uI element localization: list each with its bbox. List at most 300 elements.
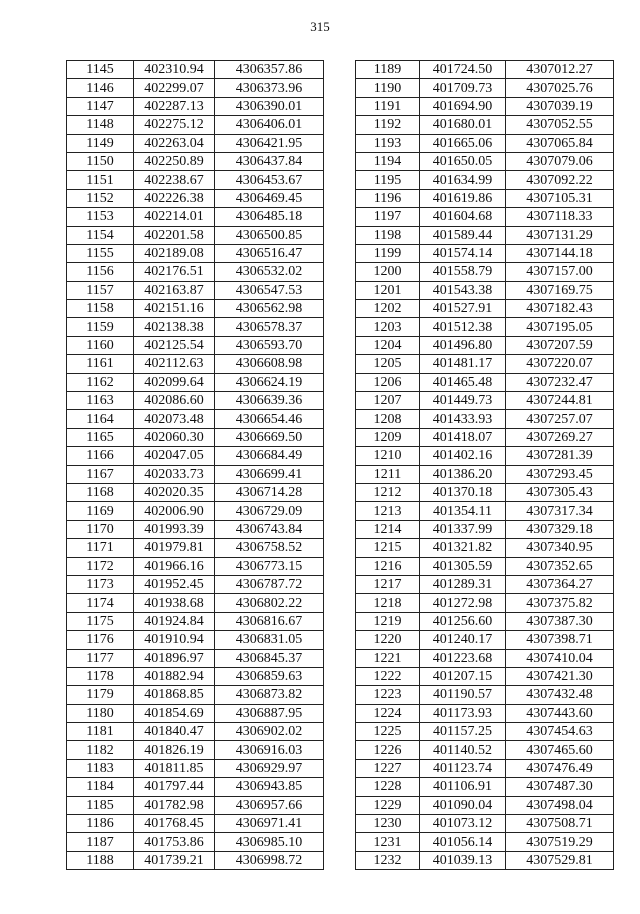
point-number-cell: 1163 bbox=[67, 392, 134, 410]
table-row bbox=[67, 704, 324, 722]
y-coordinate-cell: 4306547.53 bbox=[215, 281, 324, 299]
table-row bbox=[67, 61, 324, 79]
table-row bbox=[356, 410, 614, 428]
y-coordinate-cell: 4306669.50 bbox=[215, 428, 324, 446]
x-coordinate-cell: 401768.45 bbox=[134, 815, 215, 833]
point-number-cell: 1187 bbox=[67, 833, 134, 851]
point-number-cell: 1198 bbox=[356, 226, 420, 244]
table-row bbox=[356, 778, 614, 796]
y-coordinate-cell: 4307039.19 bbox=[506, 97, 614, 115]
table-row bbox=[356, 575, 614, 593]
point-number-cell: 1200 bbox=[356, 263, 420, 281]
x-coordinate-cell: 401449.73 bbox=[420, 392, 506, 410]
table-row bbox=[67, 355, 324, 373]
point-number-cell: 1204 bbox=[356, 336, 420, 354]
x-coordinate-cell: 401039.13 bbox=[420, 851, 506, 869]
table-row bbox=[67, 208, 324, 226]
table-row bbox=[67, 594, 324, 612]
point-number-cell: 1159 bbox=[67, 318, 134, 336]
y-coordinate-cell: 4306929.97 bbox=[215, 759, 324, 777]
point-number-cell: 1150 bbox=[67, 152, 134, 170]
point-number-cell: 1183 bbox=[67, 759, 134, 777]
table-row bbox=[356, 796, 614, 814]
y-coordinate-cell: 4306684.49 bbox=[215, 447, 324, 465]
x-coordinate-cell: 401418.07 bbox=[420, 428, 506, 446]
point-number-cell: 1216 bbox=[356, 557, 420, 575]
point-number-cell: 1153 bbox=[67, 208, 134, 226]
x-coordinate-cell: 401140.52 bbox=[420, 741, 506, 759]
point-number-cell: 1179 bbox=[67, 686, 134, 704]
x-coordinate-cell: 402176.51 bbox=[134, 263, 215, 281]
y-coordinate-cell: 4307131.29 bbox=[506, 226, 614, 244]
table-row bbox=[67, 575, 324, 593]
point-number-cell: 1148 bbox=[67, 116, 134, 134]
y-coordinate-cell: 4306773.15 bbox=[215, 557, 324, 575]
table-row bbox=[67, 171, 324, 189]
point-number-cell: 1213 bbox=[356, 502, 420, 520]
y-coordinate-cell: 4307410.04 bbox=[506, 649, 614, 667]
point-number-cell: 1172 bbox=[67, 557, 134, 575]
x-coordinate-cell: 401481.17 bbox=[420, 355, 506, 373]
table-row bbox=[356, 116, 614, 134]
x-coordinate-cell: 401433.93 bbox=[420, 410, 506, 428]
x-coordinate-cell: 402020.35 bbox=[134, 483, 215, 501]
table-row bbox=[67, 483, 324, 501]
table-row bbox=[356, 667, 614, 685]
y-coordinate-cell: 4307025.76 bbox=[506, 79, 614, 97]
x-coordinate-cell: 401305.59 bbox=[420, 557, 506, 575]
table-row bbox=[67, 134, 324, 152]
x-coordinate-cell: 402060.30 bbox=[134, 428, 215, 446]
y-coordinate-cell: 4307465.60 bbox=[506, 741, 614, 759]
x-coordinate-cell: 402299.07 bbox=[134, 79, 215, 97]
table-row bbox=[356, 447, 614, 465]
point-number-cell: 1203 bbox=[356, 318, 420, 336]
x-coordinate-cell: 401938.68 bbox=[134, 594, 215, 612]
point-number-cell: 1171 bbox=[67, 539, 134, 557]
table-row bbox=[67, 723, 324, 741]
x-coordinate-cell: 401854.69 bbox=[134, 704, 215, 722]
point-number-cell: 1202 bbox=[356, 300, 420, 318]
point-number-cell: 1167 bbox=[67, 465, 134, 483]
table-row bbox=[67, 631, 324, 649]
point-number-cell: 1207 bbox=[356, 392, 420, 410]
x-coordinate-cell: 401321.82 bbox=[420, 539, 506, 557]
point-number-cell: 1215 bbox=[356, 539, 420, 557]
y-coordinate-cell: 4307443.60 bbox=[506, 704, 614, 722]
x-coordinate-cell: 401056.14 bbox=[420, 833, 506, 851]
x-coordinate-cell: 401106.91 bbox=[420, 778, 506, 796]
x-coordinate-cell: 401090.04 bbox=[420, 796, 506, 814]
x-coordinate-cell: 402125.54 bbox=[134, 336, 215, 354]
table-row bbox=[356, 189, 614, 207]
table-row bbox=[356, 759, 614, 777]
y-coordinate-cell: 4307220.07 bbox=[506, 355, 614, 373]
coordinates-table-right bbox=[355, 60, 614, 870]
point-number-cell: 1173 bbox=[67, 575, 134, 593]
x-coordinate-cell: 401512.38 bbox=[420, 318, 506, 336]
table-row bbox=[356, 631, 614, 649]
x-coordinate-cell: 401680.01 bbox=[420, 116, 506, 134]
table-row bbox=[67, 539, 324, 557]
table-row bbox=[356, 833, 614, 851]
y-coordinate-cell: 4307317.34 bbox=[506, 502, 614, 520]
x-coordinate-cell: 402263.04 bbox=[134, 134, 215, 152]
y-coordinate-cell: 4307329.18 bbox=[506, 520, 614, 538]
x-coordinate-cell: 401650.05 bbox=[420, 152, 506, 170]
y-coordinate-cell: 4307487.30 bbox=[506, 778, 614, 796]
table-row bbox=[67, 244, 324, 262]
point-number-cell: 1196 bbox=[356, 189, 420, 207]
table-row bbox=[67, 373, 324, 391]
y-coordinate-cell: 4306562.98 bbox=[215, 300, 324, 318]
point-number-cell: 1212 bbox=[356, 483, 420, 501]
x-coordinate-cell: 401634.99 bbox=[420, 171, 506, 189]
point-number-cell: 1176 bbox=[67, 631, 134, 649]
y-coordinate-cell: 4306985.10 bbox=[215, 833, 324, 851]
y-coordinate-cell: 4306943.85 bbox=[215, 778, 324, 796]
x-coordinate-cell: 401574.14 bbox=[420, 244, 506, 262]
point-number-cell: 1228 bbox=[356, 778, 420, 796]
y-coordinate-cell: 4306902.02 bbox=[215, 723, 324, 741]
point-number-cell: 1182 bbox=[67, 741, 134, 759]
y-coordinate-cell: 4307092.22 bbox=[506, 171, 614, 189]
point-number-cell: 1154 bbox=[67, 226, 134, 244]
point-number-cell: 1206 bbox=[356, 373, 420, 391]
table-row bbox=[67, 796, 324, 814]
point-number-cell: 1181 bbox=[67, 723, 134, 741]
point-number-cell: 1209 bbox=[356, 428, 420, 446]
x-coordinate-cell: 401256.60 bbox=[420, 612, 506, 630]
table-row bbox=[67, 410, 324, 428]
x-coordinate-cell: 402006.90 bbox=[134, 502, 215, 520]
x-coordinate-cell: 401709.73 bbox=[420, 79, 506, 97]
x-coordinate-cell: 401240.17 bbox=[420, 631, 506, 649]
x-coordinate-cell: 401840.47 bbox=[134, 723, 215, 741]
point-number-cell: 1149 bbox=[67, 134, 134, 152]
x-coordinate-cell: 401402.16 bbox=[420, 447, 506, 465]
table-row bbox=[356, 483, 614, 501]
y-coordinate-cell: 4306500.85 bbox=[215, 226, 324, 244]
y-coordinate-cell: 4307476.49 bbox=[506, 759, 614, 777]
x-coordinate-cell: 401811.85 bbox=[134, 759, 215, 777]
point-number-cell: 1158 bbox=[67, 300, 134, 318]
table-row bbox=[356, 649, 614, 667]
point-number-cell: 1170 bbox=[67, 520, 134, 538]
point-number-cell: 1165 bbox=[67, 428, 134, 446]
y-coordinate-cell: 4307305.43 bbox=[506, 483, 614, 501]
y-coordinate-cell: 4307519.29 bbox=[506, 833, 614, 851]
point-number-cell: 1226 bbox=[356, 741, 420, 759]
y-coordinate-cell: 4306469.45 bbox=[215, 189, 324, 207]
table-row bbox=[67, 815, 324, 833]
table-row bbox=[356, 704, 614, 722]
coordinates-table-left bbox=[66, 60, 324, 870]
y-coordinate-cell: 4306729.09 bbox=[215, 502, 324, 520]
x-coordinate-cell: 401753.86 bbox=[134, 833, 215, 851]
y-coordinate-cell: 4307244.81 bbox=[506, 392, 614, 410]
point-number-cell: 1231 bbox=[356, 833, 420, 851]
y-coordinate-cell: 4306714.28 bbox=[215, 483, 324, 501]
x-coordinate-cell: 402086.60 bbox=[134, 392, 215, 410]
y-coordinate-cell: 4306532.02 bbox=[215, 263, 324, 281]
x-coordinate-cell: 401223.68 bbox=[420, 649, 506, 667]
y-coordinate-cell: 4307182.43 bbox=[506, 300, 614, 318]
point-number-cell: 1177 bbox=[67, 649, 134, 667]
y-coordinate-cell: 4306578.37 bbox=[215, 318, 324, 336]
table-row bbox=[356, 373, 614, 391]
x-coordinate-cell: 401952.45 bbox=[134, 575, 215, 593]
table-row bbox=[356, 318, 614, 336]
y-coordinate-cell: 4306390.01 bbox=[215, 97, 324, 115]
table-row bbox=[356, 815, 614, 833]
point-number-cell: 1199 bbox=[356, 244, 420, 262]
table-row bbox=[67, 189, 324, 207]
x-coordinate-cell: 401207.15 bbox=[420, 667, 506, 685]
x-coordinate-cell: 401882.94 bbox=[134, 667, 215, 685]
point-number-cell: 1145 bbox=[67, 61, 134, 79]
x-coordinate-cell: 402112.63 bbox=[134, 355, 215, 373]
point-number-cell: 1180 bbox=[67, 704, 134, 722]
y-coordinate-cell: 4307105.31 bbox=[506, 189, 614, 207]
table-row bbox=[356, 208, 614, 226]
y-coordinate-cell: 4306758.52 bbox=[215, 539, 324, 557]
table-row bbox=[67, 263, 324, 281]
x-coordinate-cell: 401782.98 bbox=[134, 796, 215, 814]
x-coordinate-cell: 401604.68 bbox=[420, 208, 506, 226]
y-coordinate-cell: 4307352.65 bbox=[506, 557, 614, 575]
table-row bbox=[67, 336, 324, 354]
y-coordinate-cell: 4306845.37 bbox=[215, 649, 324, 667]
y-coordinate-cell: 4307232.47 bbox=[506, 373, 614, 391]
y-coordinate-cell: 4307529.81 bbox=[506, 851, 614, 869]
x-coordinate-cell: 401896.97 bbox=[134, 649, 215, 667]
y-coordinate-cell: 4306887.95 bbox=[215, 704, 324, 722]
point-number-cell: 1156 bbox=[67, 263, 134, 281]
point-number-cell: 1201 bbox=[356, 281, 420, 299]
x-coordinate-cell: 402138.38 bbox=[134, 318, 215, 336]
y-coordinate-cell: 4306873.82 bbox=[215, 686, 324, 704]
table-row bbox=[356, 502, 614, 520]
table-row bbox=[356, 97, 614, 115]
y-coordinate-cell: 4306516.47 bbox=[215, 244, 324, 262]
point-number-cell: 1185 bbox=[67, 796, 134, 814]
table-row bbox=[67, 502, 324, 520]
x-coordinate-cell: 402099.64 bbox=[134, 373, 215, 391]
table-row bbox=[67, 667, 324, 685]
y-coordinate-cell: 4306831.05 bbox=[215, 631, 324, 649]
point-number-cell: 1210 bbox=[356, 447, 420, 465]
table-row bbox=[67, 557, 324, 575]
point-number-cell: 1166 bbox=[67, 447, 134, 465]
point-number-cell: 1229 bbox=[356, 796, 420, 814]
table-row bbox=[356, 171, 614, 189]
x-coordinate-cell: 402238.67 bbox=[134, 171, 215, 189]
table-row bbox=[356, 355, 614, 373]
point-number-cell: 1192 bbox=[356, 116, 420, 134]
y-coordinate-cell: 4307375.82 bbox=[506, 594, 614, 612]
y-coordinate-cell: 4306916.03 bbox=[215, 741, 324, 759]
point-number-cell: 1164 bbox=[67, 410, 134, 428]
y-coordinate-cell: 4307079.06 bbox=[506, 152, 614, 170]
point-number-cell: 1191 bbox=[356, 97, 420, 115]
y-coordinate-cell: 4307257.07 bbox=[506, 410, 614, 428]
table-row bbox=[356, 336, 614, 354]
table-row bbox=[67, 318, 324, 336]
y-coordinate-cell: 4307012.27 bbox=[506, 61, 614, 79]
table-row bbox=[356, 300, 614, 318]
point-number-cell: 1152 bbox=[67, 189, 134, 207]
y-coordinate-cell: 4306787.72 bbox=[215, 575, 324, 593]
y-coordinate-cell: 4307281.39 bbox=[506, 447, 614, 465]
point-number-cell: 1157 bbox=[67, 281, 134, 299]
point-number-cell: 1194 bbox=[356, 152, 420, 170]
y-coordinate-cell: 4306802.22 bbox=[215, 594, 324, 612]
point-number-cell: 1189 bbox=[356, 61, 420, 79]
y-coordinate-cell: 4307052.55 bbox=[506, 116, 614, 134]
x-coordinate-cell: 401496.80 bbox=[420, 336, 506, 354]
x-coordinate-cell: 401826.19 bbox=[134, 741, 215, 759]
y-coordinate-cell: 4307157.00 bbox=[506, 263, 614, 281]
y-coordinate-cell: 4306453.67 bbox=[215, 171, 324, 189]
point-number-cell: 1146 bbox=[67, 79, 134, 97]
x-coordinate-cell: 402214.01 bbox=[134, 208, 215, 226]
y-coordinate-cell: 4307293.45 bbox=[506, 465, 614, 483]
x-coordinate-cell: 402275.12 bbox=[134, 116, 215, 134]
table-row bbox=[356, 723, 614, 741]
x-coordinate-cell: 401910.94 bbox=[134, 631, 215, 649]
table-row bbox=[67, 520, 324, 538]
table-row bbox=[67, 281, 324, 299]
x-coordinate-cell: 402073.48 bbox=[134, 410, 215, 428]
point-number-cell: 1190 bbox=[356, 79, 420, 97]
y-coordinate-cell: 4306654.46 bbox=[215, 410, 324, 428]
table-row bbox=[356, 281, 614, 299]
y-coordinate-cell: 4307144.18 bbox=[506, 244, 614, 262]
y-coordinate-cell: 4306639.36 bbox=[215, 392, 324, 410]
point-number-cell: 1168 bbox=[67, 483, 134, 501]
point-number-cell: 1218 bbox=[356, 594, 420, 612]
x-coordinate-cell: 401868.85 bbox=[134, 686, 215, 704]
point-number-cell: 1211 bbox=[356, 465, 420, 483]
point-number-cell: 1147 bbox=[67, 97, 134, 115]
point-number-cell: 1219 bbox=[356, 612, 420, 630]
table-row bbox=[356, 686, 614, 704]
x-coordinate-cell: 401073.12 bbox=[420, 815, 506, 833]
point-number-cell: 1220 bbox=[356, 631, 420, 649]
point-number-cell: 1188 bbox=[67, 851, 134, 869]
table-row bbox=[67, 300, 324, 318]
x-coordinate-cell: 401354.11 bbox=[420, 502, 506, 520]
y-coordinate-cell: 4307387.30 bbox=[506, 612, 614, 630]
point-number-cell: 1227 bbox=[356, 759, 420, 777]
y-coordinate-cell: 4306485.18 bbox=[215, 208, 324, 226]
table-row bbox=[356, 61, 614, 79]
point-number-cell: 1230 bbox=[356, 815, 420, 833]
table-row bbox=[67, 612, 324, 630]
x-coordinate-cell: 401665.06 bbox=[420, 134, 506, 152]
x-coordinate-cell: 401173.93 bbox=[420, 704, 506, 722]
point-number-cell: 1162 bbox=[67, 373, 134, 391]
x-coordinate-cell: 401123.74 bbox=[420, 759, 506, 777]
point-number-cell: 1221 bbox=[356, 649, 420, 667]
y-coordinate-cell: 4306957.66 bbox=[215, 796, 324, 814]
point-number-cell: 1174 bbox=[67, 594, 134, 612]
table-row bbox=[67, 116, 324, 134]
y-coordinate-cell: 4306624.19 bbox=[215, 373, 324, 391]
table-row bbox=[67, 428, 324, 446]
y-coordinate-cell: 4306608.98 bbox=[215, 355, 324, 373]
x-coordinate-cell: 401979.81 bbox=[134, 539, 215, 557]
table-row bbox=[356, 612, 614, 630]
point-number-cell: 1205 bbox=[356, 355, 420, 373]
table-row bbox=[67, 778, 324, 796]
table-row bbox=[67, 79, 324, 97]
y-coordinate-cell: 4306971.41 bbox=[215, 815, 324, 833]
y-coordinate-cell: 4306357.86 bbox=[215, 61, 324, 79]
table-row bbox=[67, 649, 324, 667]
table-row bbox=[67, 686, 324, 704]
y-coordinate-cell: 4307169.75 bbox=[506, 281, 614, 299]
table-row bbox=[356, 134, 614, 152]
x-coordinate-cell: 401289.31 bbox=[420, 575, 506, 593]
x-coordinate-cell: 402250.89 bbox=[134, 152, 215, 170]
y-coordinate-cell: 4307269.27 bbox=[506, 428, 614, 446]
table-row bbox=[67, 447, 324, 465]
table-row bbox=[356, 465, 614, 483]
point-number-cell: 1223 bbox=[356, 686, 420, 704]
x-coordinate-cell: 402287.13 bbox=[134, 97, 215, 115]
x-coordinate-cell: 401527.91 bbox=[420, 300, 506, 318]
y-coordinate-cell: 4307195.05 bbox=[506, 318, 614, 336]
x-coordinate-cell: 401739.21 bbox=[134, 851, 215, 869]
x-coordinate-cell: 401558.79 bbox=[420, 263, 506, 281]
table-row bbox=[356, 244, 614, 262]
point-number-cell: 1155 bbox=[67, 244, 134, 262]
y-coordinate-cell: 4306998.72 bbox=[215, 851, 324, 869]
y-coordinate-cell: 4307207.59 bbox=[506, 336, 614, 354]
point-number-cell: 1184 bbox=[67, 778, 134, 796]
x-coordinate-cell: 402310.94 bbox=[134, 61, 215, 79]
table-row bbox=[67, 851, 324, 869]
x-coordinate-cell: 401966.16 bbox=[134, 557, 215, 575]
table-row bbox=[356, 741, 614, 759]
y-coordinate-cell: 4306816.67 bbox=[215, 612, 324, 630]
y-coordinate-cell: 4307065.84 bbox=[506, 134, 614, 152]
y-coordinate-cell: 4306743.84 bbox=[215, 520, 324, 538]
table-row bbox=[67, 833, 324, 851]
point-number-cell: 1161 bbox=[67, 355, 134, 373]
table-row bbox=[356, 392, 614, 410]
x-coordinate-cell: 401190.57 bbox=[420, 686, 506, 704]
y-coordinate-cell: 4306373.96 bbox=[215, 79, 324, 97]
x-coordinate-cell: 401370.18 bbox=[420, 483, 506, 501]
point-number-cell: 1193 bbox=[356, 134, 420, 152]
point-number-cell: 1232 bbox=[356, 851, 420, 869]
point-number-cell: 1175 bbox=[67, 612, 134, 630]
point-number-cell: 1178 bbox=[67, 667, 134, 685]
table-row bbox=[356, 520, 614, 538]
table-row bbox=[67, 465, 324, 483]
y-coordinate-cell: 4307508.71 bbox=[506, 815, 614, 833]
x-coordinate-cell: 401386.20 bbox=[420, 465, 506, 483]
table-row bbox=[356, 557, 614, 575]
y-coordinate-cell: 4307118.33 bbox=[506, 208, 614, 226]
point-number-cell: 1186 bbox=[67, 815, 134, 833]
y-coordinate-cell: 4306406.01 bbox=[215, 116, 324, 134]
table-row bbox=[67, 97, 324, 115]
y-coordinate-cell: 4307421.30 bbox=[506, 667, 614, 685]
